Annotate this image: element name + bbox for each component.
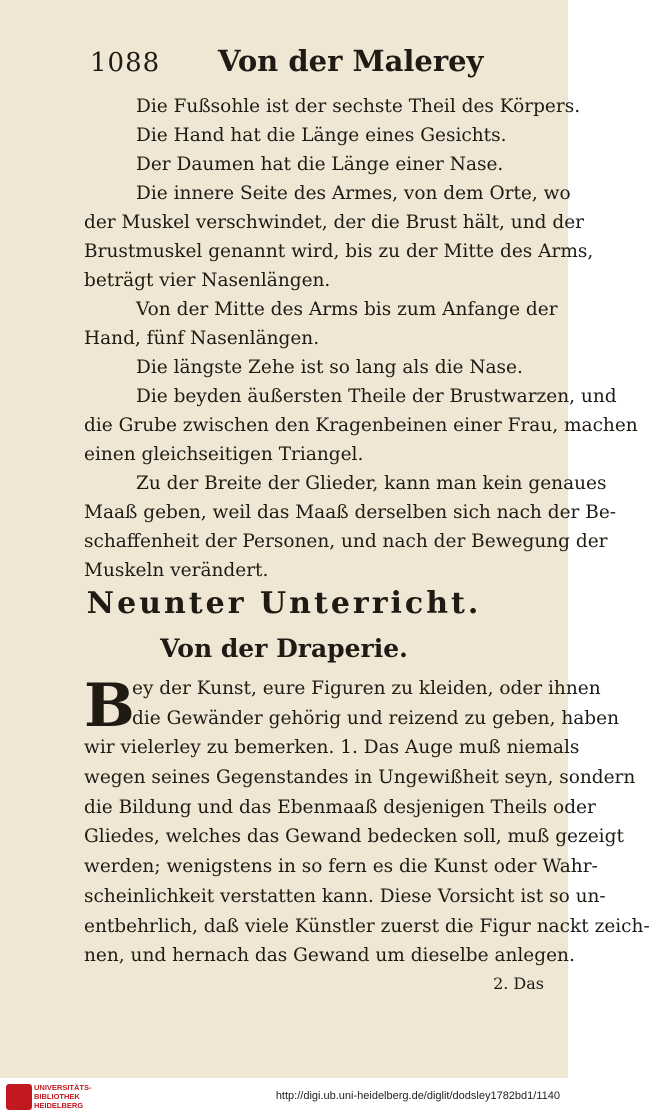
text-line: Hand, fünf Nasenlängen.	[84, 328, 320, 349]
text-line: einen gleichseitigen Triangel.	[84, 444, 364, 465]
catchword: 2. Das	[493, 974, 544, 993]
viewer-footer	[0, 1078, 568, 1118]
chapter-heading: Neunter Unterricht.	[86, 586, 482, 621]
text-line: Brustmuskel genannt wird, bis zu der Mitte des Arms,	[84, 241, 594, 262]
text-line: Muskeln verändert.	[84, 560, 269, 581]
text-line: schaffenheit der Personen, und nach der Bewegung der	[84, 531, 608, 552]
chapter-subheading: Von der Draperie.	[160, 634, 408, 663]
text-line: beträgt vier Nasenlängen.	[84, 270, 331, 291]
text-line: die Bildung und das Ebenmaaß desjenigen Theils oder	[84, 796, 596, 818]
text-line: die Grube zwischen den Kragenbeinen einer Frau, machen	[84, 415, 638, 436]
logo-line: BIBLIOTHEK	[34, 1092, 80, 1101]
text-line: Gliedes, welches das Gewand bedecken soll, muß gezeigt	[84, 826, 624, 848]
text-line: Die beyden äußersten Theile der Brustwarzen, und	[136, 386, 617, 407]
text-line: Zu der Breite der Glieder, kann man kein genaues	[136, 473, 607, 494]
text-line: Der Daumen hat die Länge einer Nase.	[136, 154, 504, 175]
text-line: Die innere Seite des Armes, von dem Orte, wo	[136, 183, 571, 204]
library-logo-text	[34, 1083, 92, 1110]
text-line: entbehrlich, daß viele Künstler zuerst die Figur nackt zeich-	[84, 915, 650, 937]
body-text	[84, 92, 638, 585]
permalink-url[interactable]: http://digi.ub.uni-heidelberg.de/diglit/dodsley1782bd1/1140	[275, 1090, 560, 1102]
text-line: scheinlichkeit verstatten kann. Diese Vorsicht ist so un-	[84, 885, 606, 907]
text-line: Die längste Zehe ist so lang als die Nase.	[136, 357, 523, 378]
text-line: Maaß geben, weil das Maaß derselben sich nach der Be-	[84, 502, 617, 523]
running-title: Von der Malerey	[218, 44, 484, 78]
page-number: 1088	[90, 48, 161, 78]
text-line: Von der Mitte des Arms bis zum Anfange der	[136, 299, 558, 320]
page-header	[90, 44, 530, 84]
text-line: die Gewänder gehörig und reizend zu geben, haben	[132, 707, 619, 729]
text-line: Die Hand hat die Länge eines Gesichts.	[136, 125, 507, 146]
logo-line: HEIDELBERG	[34, 1101, 84, 1110]
text-line: nen, und hernach das Gewand um dieselbe anlegen.	[84, 945, 575, 967]
text-line: wegen seines Gegenstandes in Ungewißheit seyn, sondern	[84, 767, 636, 789]
text-line: Die Fußsohle ist der sechste Theil des Körpers.	[136, 96, 581, 117]
library-logo-icon	[6, 1084, 32, 1110]
logo-line: UNIVERSITÄTS-	[34, 1083, 92, 1092]
drop-cap: B	[84, 671, 135, 741]
section-text	[84, 671, 650, 971]
text-line: ey der Kunst, eure Figuren zu kleiden, oder ihnen	[132, 678, 601, 699]
text-line: der Muskel verschwindet, der die Brust hält, und der	[84, 212, 584, 233]
text-line: wir vielerley zu bemerken. 1. Das Auge muß niemals	[84, 737, 580, 759]
text-line: werden; wenigstens in so fern es die Kunst oder Wahr-	[84, 856, 598, 878]
